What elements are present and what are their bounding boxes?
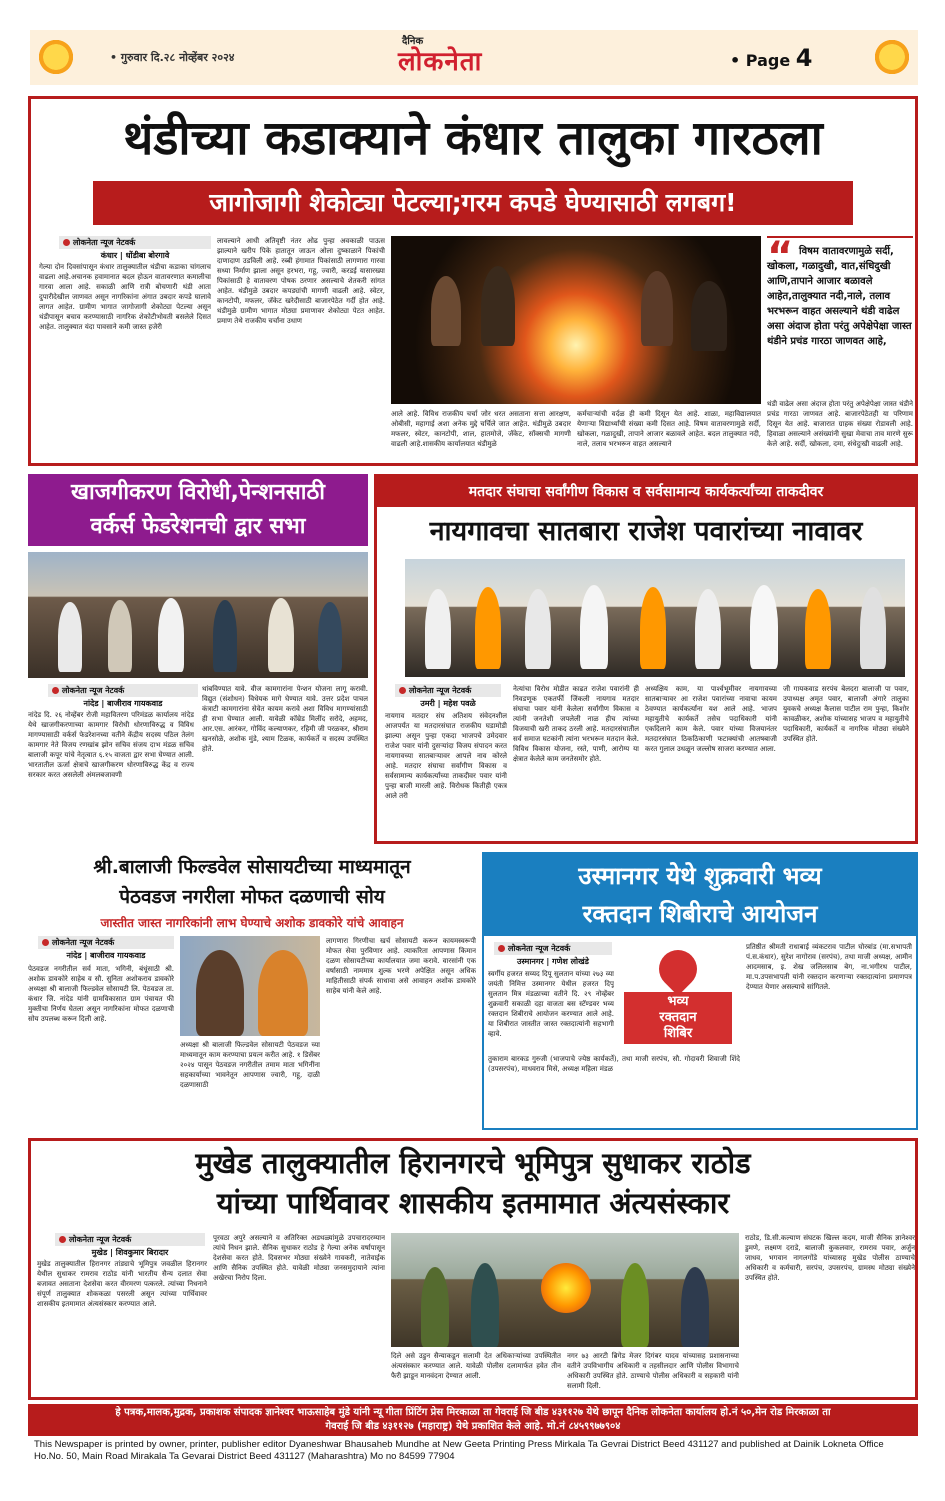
story-cold-wave: [28, 96, 918, 466]
newspaper-logo: लोकनेता: [398, 47, 483, 77]
article-column: पूरवठा अपुरे असल्याने व अतिरिक्त अडथळ्यांमुळे उपचारादरम्यान त्यांचे निधन झाले. सैनिक सुधाकर राठोड हे गेल्या अनेक वर्षापासून देशसेवा करत होते. दिवसभर मोठ्या संख्येने गावकरी, नातेवाईक आणि सैनिक उपस्थित होते. यावेळी मोठ्या जनसमुदायाने त्यांना अखेरचा निरोप दिला.: [213, 1234, 385, 1282]
imprint-line1: हे पत्रक,मालक,मुद्रक, प्रकाशक संपादक ज्ञानेश्वर भाऊसाहेब मुंडे यांनी न्यू गीता प्रिंटिंग प्रेस मिरकाळा ता गेवराई जि बीड ४३११२७ येथे छापून दैनिक लोकनेता कार्यालय हो.नं ५०,मेन रोड मिरकाळा ता: [115, 1407, 831, 1418]
person-figure: [425, 589, 451, 669]
headline-blood-donation: उस्मानगर येथे शुक्रवारी भव्य रक्तदान शिबीराचे आयोजन: [484, 854, 916, 936]
quote-text: विषम वातावरणामुळे सर्दी, खोकला, गळादुखी, वात,संधिदुखी आणि,तापाने आजार बळावले आहेत,तालुक्यात नदी,नाले, तलाव भरभरून वाहत असल्याने थंडी वाढेल असा अंदाज होता परंतु अपेक्षेपेक्षा जास्त थंडीने प्रचंड गारठा जाणवत आहे,: [767, 246, 912, 347]
workers-rally-photo: [28, 552, 368, 678]
article-column: लागणारा गिरणीचा खर्च सोसायटी करून कायमस्वरूपी मोफत सेवा पुरविणार आहे. त्याकरिता आपणास किमान दळण सोसायटीच्या कार्यालयात जमा करावे. वारसांनी एक वर्षासाठी नाममात्र शुल्क भरणे अपेक्षित असून अधिक माहितीसाठी संपर्क साधावा असे आवाहन अशोक डावकोरे साहेब यांनी केले आहे.: [326, 937, 476, 995]
sun-left-icon: [36, 37, 76, 77]
byline: लोकनेता न्यूज नेटवर्क: [38, 936, 174, 949]
person-figure: [641, 271, 673, 346]
person-figure: [860, 587, 886, 669]
article-column: आले आहे. विविध राजकीय चर्चा जोर धरत असताना सत्ता आरक्षण, ओबीसी, महागाई अशा अनेक मुद्दे चर्चिले जात आहेत. थंडीमुळे उबदार मफलर, स्वेटर, कानटोपी, शाल, हातमोजे, जॅकेट, सॉक्सची मागणी वाढली आहे.शासकीय कार्यालयात थंडीमुळे: [391, 410, 571, 448]
byline: लोकनेता न्यूज नेटवर्क: [395, 684, 501, 697]
person-figure: [213, 600, 237, 672]
portrait-photos: [180, 936, 320, 1036]
byline: लोकनेता न्यूज नेटवर्क: [494, 942, 612, 955]
article-column: नगर ७३ आरटी ब्रिगेड मेजर दिगंबर यादव यांच्यासह प्रशासनाच्या वतीने उपविभागीय अधिकारी व तहसीलदार आणि पोलीस विभागाचे अधिकारी उपस्थित होते. ठाण्याचे पोलीस अधिकारी व सहकारी यांनी सलामी दिली.: [567, 1352, 739, 1390]
quote-icon: “: [767, 234, 794, 280]
portrait-man: [196, 950, 244, 1036]
issue-date: • गुरुवार दि.२८ नोव्हेंबर २०२४: [110, 51, 235, 64]
person-figure: [471, 1263, 499, 1347]
byline: लोकनेता न्यूज नेटवर्क: [55, 1233, 205, 1246]
article-column: स्वर्गीय हजरत सय्यद दिपू सुलतान यांच्या २७३ व्या जयंती निमित्त उस्मानगर येथील हजरत दिपू सुलतान मित्र मंडळाच्या वतीने दि. २९ नोव्हेंबर शुक्रवारी सकाळी दहा वाजता बस स्टॅण्डवर भव्य रक्तदान शिबीराचे आयोजन करण्यात आले आहे. या शिबीरात जास्तीत जास्त रक्तदात्यांनी सहभागी व्हावे.: [488, 970, 614, 1038]
imprint-marathi: [28, 1404, 918, 1436]
headline-workers: खाजगीकरण विरोधी,पेन्शनसाठी वर्कर्स फेडरेशनची द्वार सभा: [28, 474, 368, 546]
page-label: • Page: [730, 51, 791, 70]
pull-quote: [767, 236, 913, 394]
bullet-icon: [498, 945, 505, 952]
article-column: लावल्याने आधी अतिवृष्टी नंतर ओढ पुन्हा अवकाळी पाऊस झाल्याने खरीप पिके हातातून जाऊन ओला दुष्काळाने पिकांची दाणादाण उडविली आहे. रब्बी हंगामात पिकांसाठी लागणारा गारवा सध्या निर्माण झाला असून हरभरा, गहू, ज्वारी, करडई यासारख्या पिकांसाठी हे वातावरण पोषक ठरणार असल्याचे शेतकरी सांगत आहेत. थंडीमुळे उबदार कपड्यांची मागणी वाढली आहे. स्वेटर, कानटोपी, मफलर, जॅकेट खरेदीसाठी बाजारपेठेत गर्दी होत आहे. थंडीमुळे ग्रामीण भागात मोठ्या प्रमाणावर शेकोट्या पेटत आहेत. प्रमाण तेथे राजकीय चर्चांना उधाण: [217, 237, 385, 325]
person-figure: [431, 276, 461, 346]
person-figure: [580, 585, 608, 669]
person-figure: [58, 602, 82, 672]
person-figure: [640, 587, 666, 669]
logo-prefix: दैनिक: [402, 36, 424, 47]
banner-text: भव्य रक्तदान शिबिर: [624, 992, 732, 1044]
page-indicator: [730, 44, 812, 72]
article-column: थंडी वाढेल असा अंदाज होता परंतु अपेक्षेपेक्षा जास्त थंडीने प्रचंड गारठा जाणवत आहे. बाजारपेठेतही या परिणाम दिसून येत आहे. बाजारात ग्राहक संख्या रोडावली आहे. हिवाळा असल्याने असंख्यांनी सुखा मेवाचा ताव मारणे सुरू केले आहे. सर्दी, खोकला, दमा, संधेदुःखी वाढली आहे.: [767, 400, 913, 448]
flower-wreath: [541, 1263, 591, 1313]
person-figure: [691, 281, 727, 351]
person-figure: [318, 602, 342, 672]
portrait-woman: [258, 950, 308, 1036]
funeral-salute-photo: [391, 1233, 739, 1347]
article-column: पेठवडज नगरीतील सर्व माता, भगिनी, बंधूंसाठी श्री. अशोक डावकोरे साहेब व सौ. सुनिता अशोकराव डावकोरे अध्यक्षा श्री बालाजी फिल्डवेल सोसायटी लि. पेठवडज ता. कंधार जि. नांदेड यांनी ग्रामविकासात ग्राम पंचायत फी मुक्तीचा निर्णय घेतला असून नागरिकांना मोफत दळणाची सोय उपलब्ध करून दिली आहे.: [28, 965, 174, 1023]
kicker-naigaon: मतदार संघाचा सर्वांगीण विकास व सर्वसामान्य कार्यकर्त्यांच्या ताकदीवर: [377, 477, 915, 507]
blood-donation-banner: [618, 942, 738, 1048]
person-figure: [475, 587, 501, 669]
bullet-icon: [42, 939, 49, 946]
dateline: कंधार | धोंडीबा बोरगावे: [100, 251, 170, 260]
headline-funeral-line1: मुखेड तालुक्यातील हिरानगरचे भूमिपुत्र सुधाकर राठोड: [195, 1146, 751, 1180]
story-blood-donation: [482, 852, 918, 1130]
article-column: राठोड, डि.सी.कल्याण संघटक खिल्ल कदम, माजी सैनिक ज्ञानेश्वर डुमणे, लक्ष्मण दराडे, बालाजी कुकलवार, रामराव पवार, अर्जुन जाधव, भगवान नागलगोंडे यांच्यासह मुखेड पोलीस ठाण्याचे अधिकारी व कर्मचारी, सरपंच, उपसरपंच, ग्रामस्थ मोठ्या संख्येने उपस्थित होते.: [745, 1234, 915, 1282]
article-column: नेत्यांचा विरोध मोडीत काढत राजेश पवारांनी ही निवडणूक एकतर्फी जिंकली नायगाव मतदार संघाचा पवार यांनी केलेला सर्वांगीण विकास व त्यांनी जनतेशी जपलेली नाळ हीच त्यांच्या विजयाची खरी ताकद ठरली आहे. मतदारसंघातील सर्व समाज घटकांनी त्यांना भरभरून मतदान केले. विविध विकास योजना, रस्ते, पाणी, आरोग्य या क्षेत्रात केलेले काम जनतेसमोर होते.: [513, 685, 639, 763]
masthead: [30, 30, 918, 85]
story-balaji-society: [28, 852, 476, 1130]
bullet-icon: [59, 1236, 66, 1243]
article-column: कर्मचाऱ्यांची वर्दळ ही कमी दिसून येत आहे. शाळा, महाविद्यालयात येणाऱ्या विद्यार्थ्यांची संख्या कमी दिसत आहे. विषम वातावरणामुळे सर्दी, खोकला, गळादुखी, तापाने आजार बळावले आहेत. बदल तालुक्यात नदी, नाले, तलाव भरभरून वाहत असल्याने: [577, 410, 761, 448]
person-figure: [695, 589, 721, 669]
photo-caption: दिले असे उडुन सैन्याकडून सलामी देत अधिकाऱ्यांच्या उपस्थितीत अंत्यसंस्कार करण्यात आले. यावेळी पोलीस दलामार्फत हवेत तीन फैरी झाडून मानवंदना देण्यात आली.: [391, 1352, 561, 1380]
person-figure: [805, 589, 831, 669]
page-number: 4: [795, 44, 813, 72]
person-figure: [525, 589, 551, 669]
article-column: नायगाव मतदार संघ अतिशय संवेदनशील आजपर्यंत या मतदारसंघात राजकीय घडामोडी झाल्या असून पुन्हा एकदा भाजपचे उमेदवार राजेश पवार यांनी दुसऱ्यांदा विजय संपादन करत नायगावच्या सातबाऱ्यावर आपले नाव कोरले आहे. मतदार संघाचा सर्वांगीण विकास व सर्वसामान्य कार्यकर्त्यांच्या ताकदीवर पवार यांनी पुन्हा बाजी मारली आहे. विरोधक कितीही एकत्र आले तरी: [385, 712, 507, 800]
story-funeral: [28, 1138, 918, 1400]
headline-balaji-line1: श्री.बालाजी फिल्डवेल सोसायटीच्या माध्यमातून: [93, 856, 411, 878]
article-column: जी गायकवाड सरपंच बेलदरा बालाजी पा पवार, उपाध्यक्ष अमृत पवार, बालाजी अंगारे तालुका युवकचे अध्यक्ष कैलास पाटील राम पुन्हा, किशोर कावळीकर, अशोक यांच्यासह भाजप व महायुतीचे पदाधिकारी, कार्यकर्ते व नागरिक मोठ्या संख्येने उपस्थित होते.: [783, 685, 909, 743]
article-column: थांबविण्यात यावे. वीज कामगारांना पेन्शन योजना लागू करावी. विद्युत (संशोधन) विधेयक मागे घेण्यात यावे. उत्तर प्रदेश पाचल कंत्राटी कामगारांना सेवेत कायम करावे अशा विविध मागण्यांसाठी ही सभा घेण्यात आली. यावेळी कॉम्रेड मिलींद सरोदे, अहमद, आर.एस. आरंकर, गोविंद कल्याणकर, रहिमी जी परळकर, श्रीराम खनसोळे, अशोक मुंडे, श्याम टिळक, कार्यकर्ते व सदस्य उपस्थित होते.: [202, 685, 368, 753]
bullet-icon: [399, 687, 406, 694]
person-figure: [681, 1267, 709, 1347]
dateline: उस्मानगर | गणेश लोखंडे: [517, 957, 589, 966]
dateline: उमरी | महेश पवळे: [420, 699, 476, 708]
person-figure: [481, 266, 515, 346]
headline-cold-wave: थंडीच्या कडाक्याने कंधार तालुका गारठला: [123, 111, 823, 166]
article-column: प्रतिष्ठीत श्रीमती राधाबाई व्यंकटराव पाटील घोरबांड (मा.सभापती पं.स.कंधार), सुरेश नागोराव (सरपंच), तथा माजी अध्यक्ष, आमीन आदमसाब, इ. शेख जलिलसाब बेग, ना.भगीरथ पाटील, मा.प.उपसभापती यांनी रक्तदान करणाऱ्या रक्तदात्यांना प्रमाणपत्र देण्यात येणार असल्याचे सांगितले.: [746, 943, 912, 991]
article-column: तुकाराम बारकड गुरुजी (भाजपाचे ज्येष्ठ कार्यकर्ते), तथा माजी सरपंच, सौ. गोदावरी शिवाजी शिंदे (उपसरपंच), माधवराव मिसे, अध्यक्ष महिला मंडळ: [488, 1055, 740, 1073]
article-column: गेल्या दोन दिवसांपासून कंधार तालुक्यातील थंडीचा कडाका चांगलाच वाढला आहे.अचानक हवामानात बदल होऊन वातावरणात कमालीचा गारवा आला आहे. सकाळी आणि रात्री बोचणारी थंडी आता दुपारीदेखील जाणवत असून नागरिकांना अंगात उबदार कपडे घालावे लागत आहेत. ग्रामीण भागात जागोजागी शेकोट्या पेटल्या असून थंडीपासून बचाव करण्यासाठी नागरिक शेकोटीभोवती बसलेले दिसत आहेत. तालुक्यात यंदा पावसाने कमी जास्त हजेरी: [39, 263, 211, 331]
story-workers-federation: [28, 474, 368, 842]
imprint-english: This Newspaper is printed by owner, printer, publisher editor Dyaneshwar Bhausaheb Mundhe at New Geeta Printing Press Mirkala Ta Gevrai District Beed 431127 and published at Dainik Lokneta Office Ho.No. 50, Main Road Mirakala Ta Gevarai District Beed 431127 (Maharashtra) Mo no 84599 77904: [34, 1439, 884, 1462]
imprint-line2: गेवराई जि बीड ४३११२७ (महाराष्ट्र) येथे प्रकाशित केले आहे. मो.नं ८४५९९७७९०४: [325, 1421, 621, 1432]
byline: लोकनेता न्यूज नेटवर्क: [59, 236, 211, 249]
sun-right-icon: [872, 37, 912, 77]
story-naigaon: [374, 474, 918, 844]
person-figure: [750, 585, 778, 669]
article-column: नांदेड दि. २६ नोव्हेंबर रोजी महावितरण परिमंडळ कार्यालय नांदेड येथे खाजगीकरणाच्या कामगार विरोधी धोरणाविरुद्ध व विविध मागण्यासाठी वर्कर्स फेडरेशनच्या वतीने केंद्रीय सदस्य पठिल तेलंग कामगार नेते विजय रणखांब झोन सचिव संजय दाभ मंडळ सचिव बालाजी कपूर यांचे नेतृत्वात ६.१५ वाजता द्वार सभा घेण्यात आली. भारतातील ऊर्जा क्षेत्राचे खाजगीकरण धोरणाविरुद्ध केंद्र व राज्य सरकार करत असलेली अंमलबजावणी: [28, 711, 194, 779]
subhead-cold-wave: जागोजागी शेकोट्या पेटल्या;गरम कपडे घेण्यासाठी लगबग!: [93, 181, 853, 225]
person-figure: [421, 1267, 449, 1347]
dateline: नांदेड | बाजीराव गायकवाड: [83, 699, 163, 708]
person-figure: [268, 598, 294, 672]
person-figure: [158, 598, 184, 672]
dateline: मुखेड | शिवकुमार बिरादार: [91, 1248, 169, 1257]
blood-drop-icon: [651, 942, 705, 996]
victory-celebration-photo: [405, 559, 905, 677]
article-column: मुखेड तालुक्यातील हिरानगर तांड्याचे भूमिपुत्र जवळील हिरानगर येथील सुधाकर रामराव राठोड यांनी भारतीय सैन्य दलात सेवा बजावत असताना देशसेवा करत वीरमरण पत्करले. त्यांच्या निधनाने संपूर्ण तालुक्यात शोककळा पसरली असून त्यांच्या पार्थिवावर शासकीय इतमामात अंत्यसंस्कार करण्यात आले.: [37, 1260, 207, 1308]
photo-caption: अध्यक्षा श्री बालाजी फिल्डवेल सोसायटी पेठवडज च्या माध्यमातून काम करण्याचा प्रयत्न करीत आहे. १ डिसेंबर २०२४ पासून पेठवडज नगरीतील तमाम माता भगिनींना सहकार्याच्या भावनेतून आपणास ज्वारी, गहू, दाळी दळणासाठी: [180, 1041, 320, 1089]
person-figure: [108, 600, 132, 672]
subhead-balaji: जास्तीत जास्त नागरिकांनी लाभ घेण्याचे अशोक डावकोरे यांचे आवाहन: [100, 916, 404, 930]
person-figure: [621, 1263, 649, 1347]
byline: लोकनेता न्यूज नेटवर्क: [48, 684, 198, 697]
bullet-icon: [52, 687, 59, 694]
dateline: नांदेड | बाजीराव गायकवाड: [66, 951, 146, 960]
headline-funeral-line2: यांच्या पार्थिवावर शासकीय इतमामात अंत्यसंस्कार: [216, 1186, 730, 1220]
article-column: अध्यक्षिय काम, या पार्श्वभूमीवर नायगावच्या सातबाऱ्यावर आ राजेश पवारांच्या नावाचा कायम ठेवण्यात कार्यकर्त्यांना यश आले आहे. भाजप महायुतीचे कार्यकर्ते तसेच पदाधिकारी यांनी एकदिलाने काम केले. पवार यांच्या विजयानंतर मतदारसंघात ठिकठिकाणी फटाक्यांची आतषबाजी करत गुलाल उधळून जल्लोष साजरा करण्यात आला.: [645, 685, 777, 753]
headline-balaji-line2: पेठवडज नगरीला मोफत दळणाची सोय: [119, 886, 385, 908]
headline-naigaon: नायगावचा सातबारा राजेश पवारांच्या नावावर: [429, 516, 863, 547]
bullet-icon: [63, 239, 70, 246]
bonfire-photo: [391, 236, 761, 404]
